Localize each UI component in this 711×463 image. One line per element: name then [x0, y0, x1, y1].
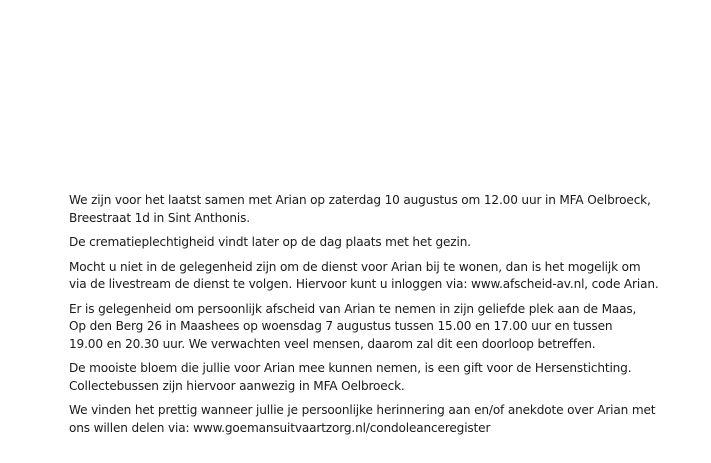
text-line: We vinden het prettig wanneer jullie je persoonlijke herinnering aan en/of anekdote over Arian met [69, 403, 656, 417]
text-line: Breestraat 1d in Sint Anthonis. [69, 210, 250, 225]
text-line: Op den Berg 26 in Maashees op woensdag 7 augustus tussen 15.00 en 17.00 uur en tussen [69, 319, 613, 333]
text-line: Er is gelegenheid om persoonlijk afscheid van Arian te nemen in zijn geliefde plek aan de Maas, [69, 301, 637, 316]
text-line: 19.00 en 20.30 uur. We verwachten veel mensen, daarom zal dit een doorloop betreffen. [69, 336, 596, 351]
text-line: via de livestream de dienst te volgen. Hiervoor kunt u inloggen via: www.afscheid-av.nl, code Arian. [69, 277, 659, 291]
donation-paragraph [69, 360, 669, 395]
text-line: Mocht u niet in de gelegenheid zijn om de dienst voor Arian bij te wonen, dan is het mogelijk om [69, 259, 641, 274]
text-line: Collectebussen zijn hiervoor aanwezig in MFA Oelbroeck. [69, 378, 405, 393]
livestream-paragraph [69, 259, 669, 294]
condolence-paragraph [69, 402, 669, 437]
farewell-paragraph [69, 301, 669, 354]
text-line: ons willen delen via: www.goemansuitvaartzorg.nl/condoleanceregister [69, 420, 491, 435]
text-line: We zijn voor het laatst samen met Arian op zaterdag 10 augustus om 12.00 uur in MFA Oelbroeck, [69, 193, 651, 207]
ceremony-paragraph [69, 192, 669, 227]
text-line: De mooiste bloem die jullie voor Arian mee kunnen nemen, is een gift voor de Hersenstichting. [69, 361, 632, 375]
cremation-paragraph [69, 234, 669, 252]
text-line: De crematieplechtigheid vindt later op de dag plaats met het gezin. [69, 235, 471, 249]
announcement-text [69, 192, 669, 444]
